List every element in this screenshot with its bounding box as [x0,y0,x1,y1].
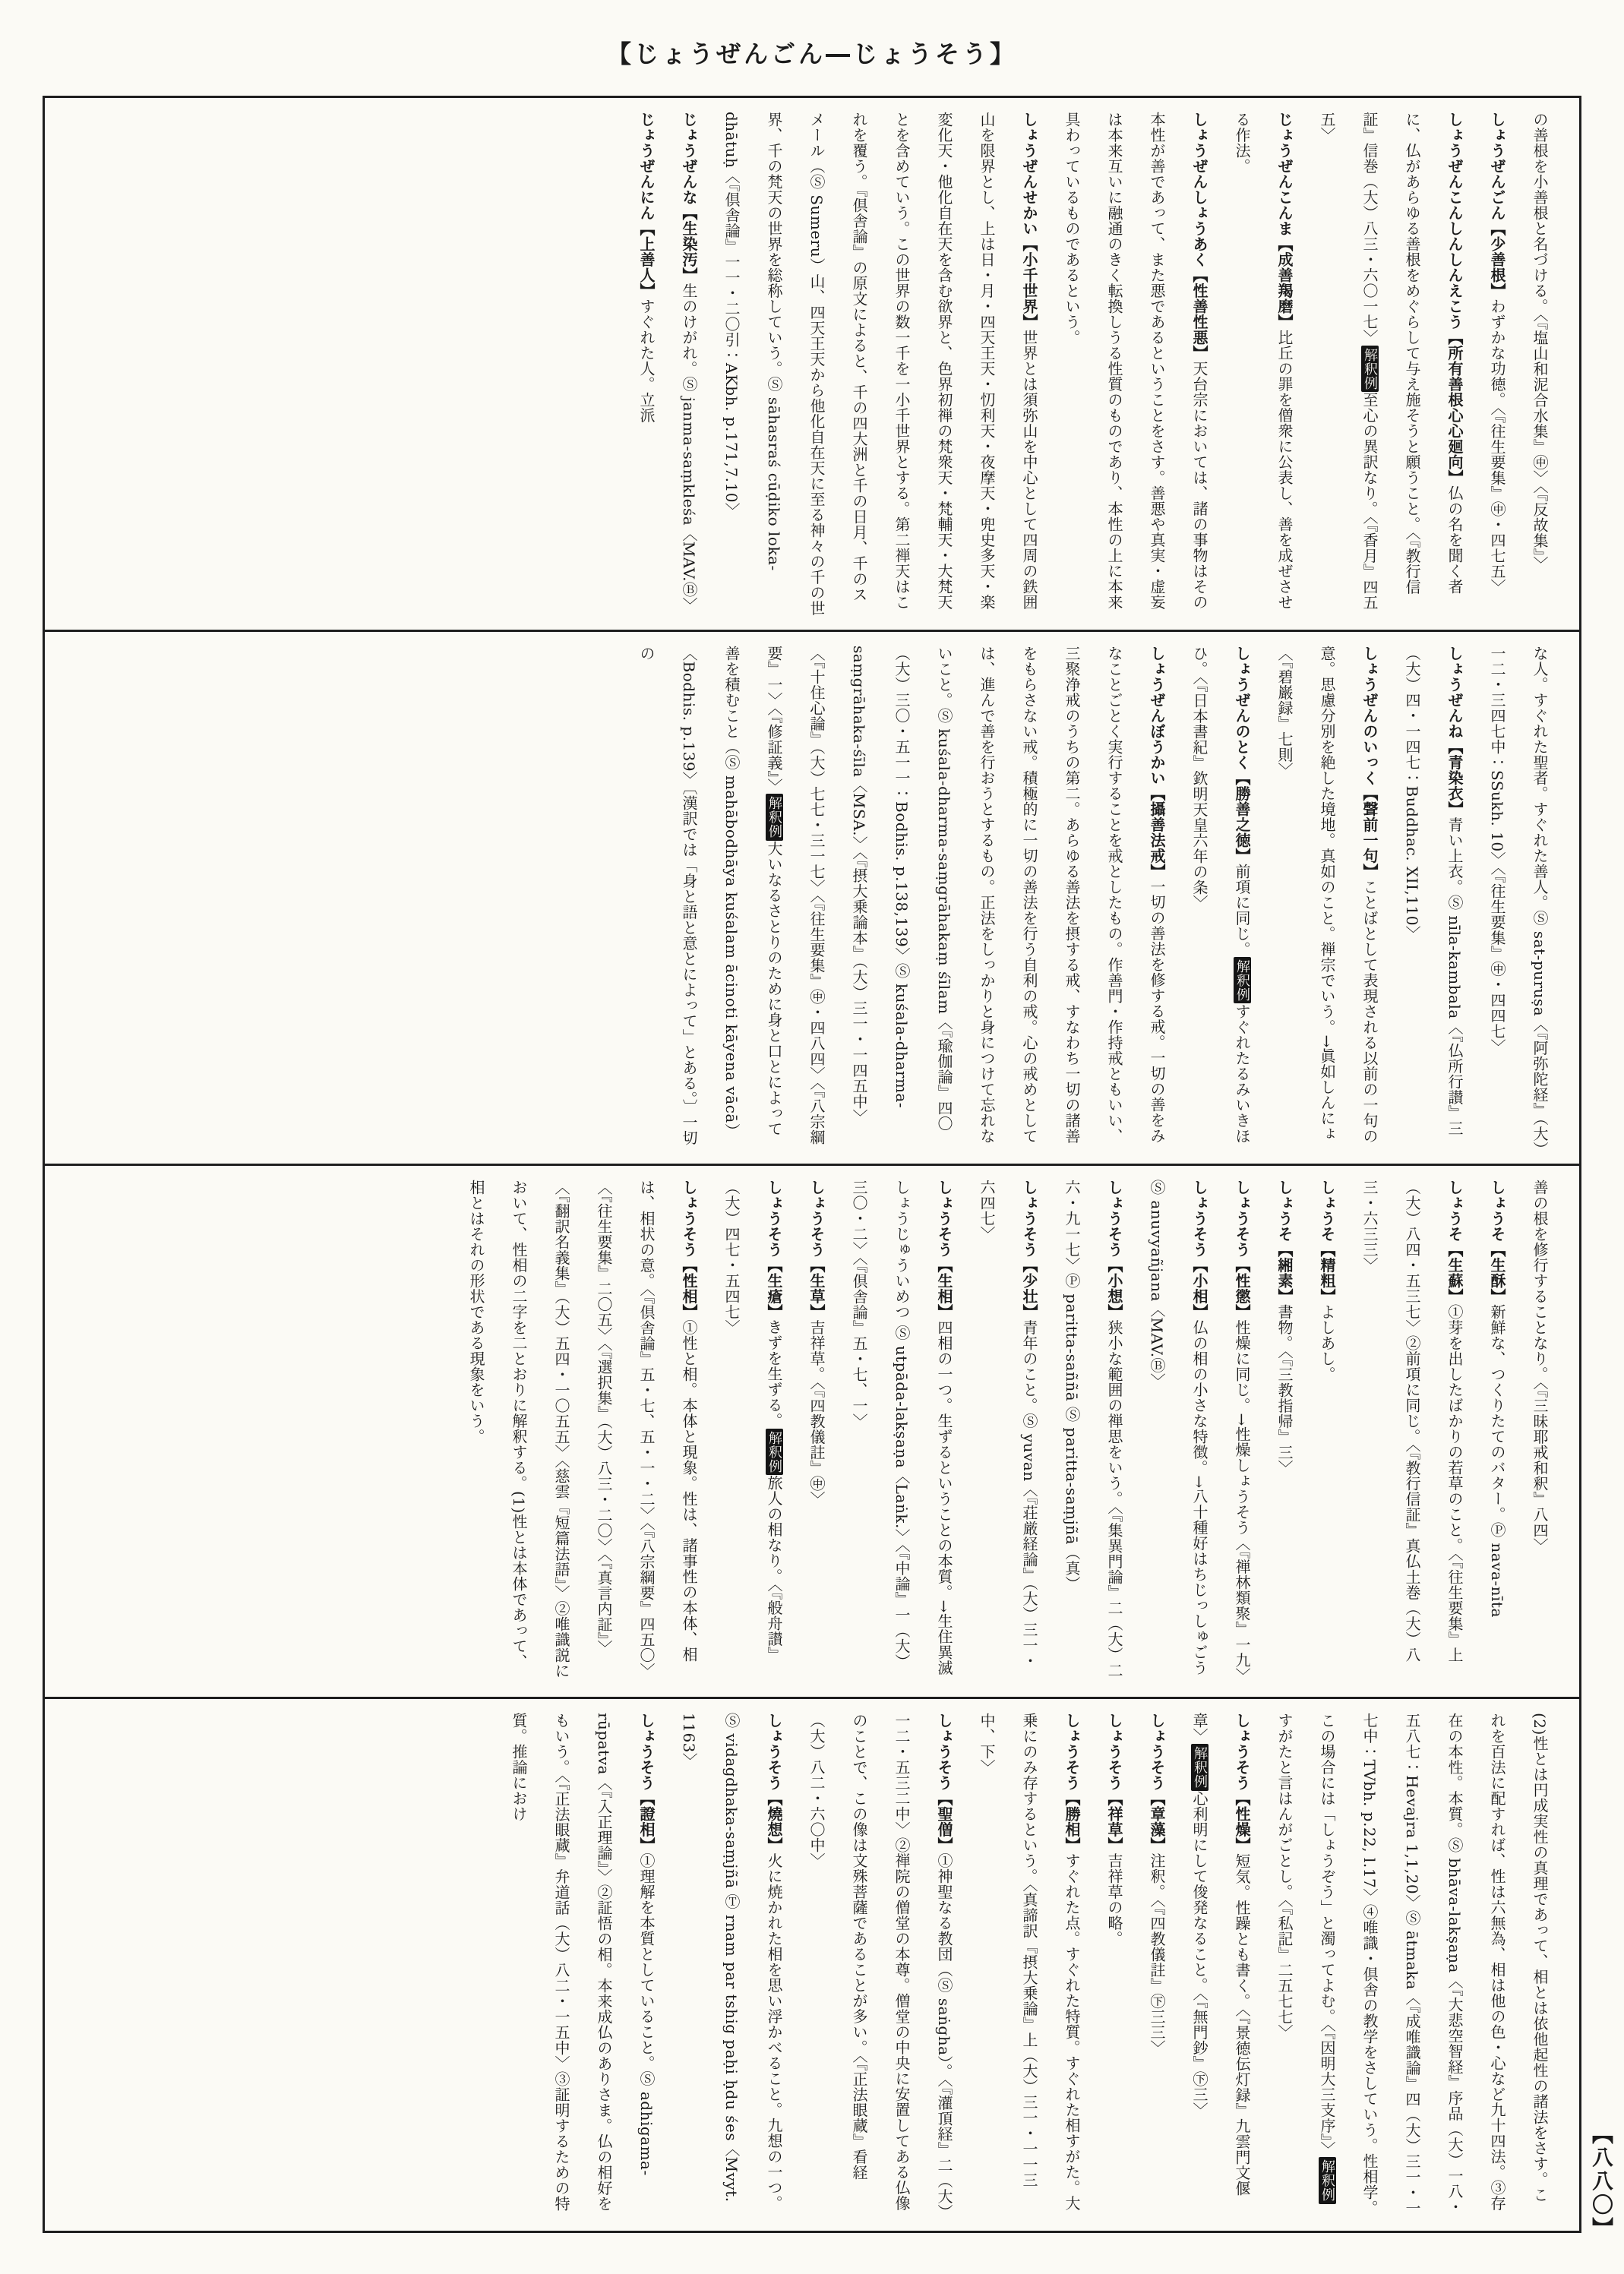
entry-body: ①理解を本質としていること。Ⓢ adhigama-rūpatva〈『入正理論』〉②証悟の相。本来成仏のありさま。仏の相好をもいう。〈『正法眼蔵』弁道話（大）八二・一五中〉③証明するための特質。推論におけ [510,1713,656,2212]
entry-headword: しょうそ [1318,1179,1336,1242]
entry-body: 吉祥草の略。 [1105,1852,1123,1947]
entry-body: 短気。性躁とも書く。〈『景徳伝灯録』九雲門文偃章〉解釈例心利明にして俊発なること。〈『無門鈔』㊦三〉 [1190,1713,1251,2197]
dictionary-entry [795,1180,838,1684]
entry-headword: じょうぜんこんま [1275,112,1294,236]
dictionary-entry [498,1713,668,2217]
entry-headword: しょうそう [807,1179,826,1257]
entry-term: 【生蘇】 [1445,1241,1464,1304]
entry-body: 新鮮な、つくりたてのバター。Ⓟ nava-nīta [1488,1303,1506,1618]
entry-term: 【證相】 [637,1790,656,1853]
entry-term: 【小千世界】 [1020,236,1038,330]
entry-headword: しょうぜんしょうあく [1190,112,1209,267]
entry-headword: しょうそう [1063,1713,1081,1791]
dictionary-entry [455,1180,710,1684]
entry-term: 【祥草】 [1105,1790,1123,1853]
entry-term: 【生草】 [807,1257,826,1319]
dictionary-entry [1093,1713,1136,2217]
entry-body: 青年のこと。Ⓢ yuvan〈『荘厳経論』（大）三一・六四七〉 [978,1179,1038,1669]
entry-headword: しょうそう [765,1713,783,1791]
entry-term: 【性善性悪】 [1190,267,1209,361]
entry-body: ことばとして表現される以前の一句の意。思慮分別を絶した境地。真如のこと。禅宗でいう。→眞如しんにょ〈『碧巌録』七則〉 [1275,645,1379,1144]
kaishakurei-marker: 解釈例 [1361,346,1379,393]
dictionary-entry [1221,112,1306,616]
dictionary-entry [1051,1180,1136,1684]
entry-body: すぐれた点。すぐれた特質。すぐれた相すがた。大乗にのみ存するという。〈真諦訳『摂大乗論』上（大）三一・一一三中、下〉 [978,1713,1081,2212]
entry-body: な人。すぐれた聖者。すぐれた善人。Ⓢ sat-puruṣa〈『阿弥陀経』（大）一二・三四七中：SSukh. 10〉〈『往生要集』㊥・四四七〉 [1488,645,1549,1149]
entry-headword: しょうそう [680,1179,698,1257]
band-1 [45,98,1579,630]
entry-term: 【成善羯磨】 [1275,236,1294,330]
entry-body: 狭小な範囲の禅思をいう。〈『集異門論』二（大）二六・九一七〉Ⓟ paritta-saññā Ⓢ paritta-saṃjñā（真） [1063,1179,1123,1678]
dictionary-entry [965,1713,1093,2217]
band-3 [45,1164,1579,1698]
kaishakurei-marker: 解釈例 [766,1429,783,1476]
running-head: 【じょうぜんごん―じょうそう】 [606,39,1017,68]
entry-headword: しょうそう [1190,1179,1209,1257]
kaishakurei-marker: 解釈例 [766,794,783,841]
entry-headword: しょうそう [637,1713,656,1791]
dictionary-entry [1136,1180,1221,1684]
entry-headword: しょうそう [1105,1713,1123,1791]
entry-headword: しょうぜんのいっく [1360,645,1379,786]
kaishakurei-marker: 解釈例 [1191,1744,1209,1791]
entry-headword: しょうそう [1105,1179,1123,1257]
dictionary-entry [668,112,710,616]
entry-headword: しょうぜんぼうかい [1148,645,1166,786]
dictionary-entry [710,1180,795,1684]
dictionary-entry [1348,1180,1476,1684]
entry-term: 【生酥】 [1488,1241,1506,1304]
entry-term: 【小相】 [1190,1257,1209,1319]
entry-body: 性燥に同じ。→性燥しょうそう〈『禅林類聚』一九〉 [1233,1319,1251,1683]
entry-term: 【上善人】 [637,220,656,298]
entry-term: 【勝善之徳】 [1233,769,1251,864]
entry-body: の善根を小善根と名づける。〈『塩山和泥合水集』㊥〉〈『反故集』〉 [1531,112,1549,572]
dictionary-entry [1178,646,1263,1150]
dictionary-entry [1263,1180,1306,1684]
dictionary-entry [1518,1180,1561,1684]
entry-body: 青い上衣。Ⓢ nīla-kambala〈『仏所行讃』三（大）四・一四七：Buddhac. XII,110〉 [1403,645,1464,1136]
entry-term: 【精粗】 [1318,1241,1336,1304]
dictionary-entry [710,112,1051,616]
band-4 [45,1697,1579,2231]
entry-body: 天台宗においては、諸の事物はその本性が善であって、また悪であるということをさす。善悪や真実・虚妄は本来互いに融通のきく転換しうる性質のものであり、本性の上に本来具わっているものであるという。 [1063,112,1209,610]
dictionary-entry [1391,646,1476,1150]
dictionary-entry [1518,112,1561,616]
entry-body: (2)性とは円成実性の真理であって、相とは依他起性の諸法をさす。これを百法に配すれば、性は六無為、相は他の色・心など九十四法。③存在の本性。本質。Ⓢ bhāva-lakṣaṇa〈『大悲空智経』序品（大）一八・五八七：Hevajra 1,1,20〉Ⓢ ātmaka〈『成唯識論』四（大）三一・一七中：TVbh. p.22, l.17〉④唯識・倶舎の教学をさしていう。性相学。この場合には「しょうぞう」と濁ってよむ。〈『因明大三支序』〉解釈例すがたと言はんがごとし。〈『私記』二五七七〉 [1275,1713,1549,2216]
dictionary-box [43,96,1581,2233]
dictionary-entry [795,1713,965,2217]
dictionary-entry [1263,646,1391,1150]
entry-body: わずかな功徳。〈『往生要集』㊥・四七五〉 [1488,298,1506,595]
entry-headword: しょうぜんせかい [1020,112,1038,236]
dictionary-entry [965,1180,1051,1684]
entry-body: 仏の相の小さな特徴。→八十種好はちじっしゅごう Ⓢ anuvyañjana〈MAV.Ⓑ〉 [1148,1179,1209,1675]
entry-body: 書物。〈『三教指帰』三〉 [1275,1303,1294,1476]
dictionary-entry [1051,112,1221,616]
dictionary-entry [1221,1180,1263,1684]
entry-body: 火に焼かれた相を思い浮かべること。九想の一つ。Ⓢ vidagdhaka-saṃjñā Ⓣ rnam par tshig paḥi ḥdu śes〈Mvyt. 1163〉 [680,1713,783,2212]
entry-headword: しょうそう [1233,1179,1251,1257]
kaishakurei-marker: 解釈例 [1234,957,1251,1004]
dictionary-entry [1263,1713,1561,2217]
kaishakurei-marker: 解釈例 [1319,2157,1336,2204]
dictionary-entry [1476,646,1561,1150]
entry-term: 【少善根】 [1488,220,1506,298]
entry-body: きずを生ずる。解釈例旅人の相なり。〈『般舟讃』（大）四七・五四七〉 [722,1179,783,1663]
entry-term: 【生瘡】 [765,1257,783,1319]
entry-body: ①性と相。本体と現象。性は、諸事性の本体、相は、相状の意。〈『倶舎論』五・七、五・一・二〉〈『八宗綱要』四五〇〉〈『往生要集』二〇五〉〈『選択集』（大）八三・二〇〉〈『真言内証』〉〈『翻訳名義集』（大）五四・一〇五五〉〈慈雲『短篇法語』〉②唯識説において、性相の二字を二とおりに解釈する。(1)性とは本体であって、相とはそれの形状である現象をいう。 [467,1179,698,1679]
entry-headword: しょうそ [1445,1179,1464,1242]
entry-headword: しょうぜんね [1445,645,1464,739]
entry-headword: しょうそう [1020,1179,1038,1257]
entry-term: 【所有善根心心廻向】 [1445,330,1464,485]
entry-term: 【生相】 [935,1257,953,1319]
entry-headword: しょうそ [1488,1179,1506,1242]
entry-term: 【生染汚】 [680,205,698,283]
entry-headword: じょうぜんにん [637,112,656,221]
entry-term: 【性懲】 [1233,1257,1251,1319]
entry-headword: しょうそう [1233,1713,1251,1791]
entry-body: 世界とは須弥山を中心として四周の鉄囲山を限界とし、上は日・月・四天王天・忉利天・夜摩天・兜史多天・楽変化天・他化自在天を含む欲界と、色界初禅の梵衆天・梵輔天・大梵天とを含めていう。この世界の数一千を一小千世界とする。第二禅天はこれを覆う。『倶舎論』の原文によると、千の四大洲と千の日月、千のスメール（Ⓢ Sumeru）山、四天王天から他化自在天に至る神々の千の世界、千の梵天の世界を総称していう。Ⓢ sāhasraś cūḍiko loka-dhātuḥ〈『倶舎論』一一・二〇引：AKbh. p.171,7.10〉 [722,112,1038,616]
dictionary-entry [1476,1180,1518,1684]
dictionary-entry [625,112,668,616]
entry-term: 【緗素】 [1275,1241,1294,1304]
entry-headword: しょうそう [935,1179,953,1257]
entry-body: 注釈。〈『四教儀註』㊦三三〉 [1148,1852,1166,2056]
entry-body: 仏の名を聞く者に、仏があらゆる善根をめぐらして与え施そうと願うこと。〈『教行信証』信巻（大）八三・六〇一七〉解釈例至心の異訳なり。〈『香月』四五五〉 [1318,112,1464,611]
entry-term: 【章藻】 [1148,1790,1166,1853]
entry-body: すぐれた人。立派 [637,298,656,423]
entry-headword: しょうぜんごん [1488,112,1506,221]
dictionary-entry [1178,1713,1263,2217]
entry-term: 【勝相】 [1063,1790,1081,1853]
entry-headword: しょうぜんこんしんしんえこう [1445,112,1464,330]
entry-term: 【聖僧】 [935,1790,953,1853]
entry-body: 善の根を修行することなり。〈『三昧耶戒和釈』八四〉 [1531,1179,1549,1553]
entry-body: 四相の一つ。生ずるということの本質。→生住異滅しょうじゅういめつ Ⓢ utpāda-lakṣaṇa〈Laṅk.〉〈『中論』一（大）三〇・二〉〈『倶舎論』五・七、一〉 [850,1179,953,1675]
entry-term: 【攝善法戒】 [1148,785,1166,880]
dictionary-entry [625,646,1178,1150]
entry-term: 【性相】 [680,1257,698,1319]
entry-term: 【少壮】 [1020,1257,1038,1319]
entry-body: 前項に同じ。解釈例すぐれたるみいきほひ。〈『日本書紀』欽明天皇六年の条〉 [1190,645,1251,1144]
entry-body: 生のけがれ。Ⓢ janma-saṃkleśa〈MAV.Ⓑ〉 [680,283,698,613]
entry-term: 【青染衣】 [1445,738,1464,817]
entry-term: 【性燥】 [1233,1790,1251,1853]
entry-headword: しょうぜんのとく [1233,645,1251,770]
entry-headword: しょうそ [1275,1179,1294,1242]
entry-term: 【燒想】 [765,1790,783,1853]
entry-body: よしあし。 [1318,1303,1336,1382]
band-2 [45,630,1579,1164]
entry-headword: しょうそう [935,1713,953,1791]
dictionary-entry [1476,112,1518,616]
entry-headword: じょうぜんな [680,112,698,205]
entry-headword: しょうそう [1148,1713,1166,1791]
dictionary-entry [1136,1713,1178,2217]
entry-body: 吉祥草。〈『四教儀註』㊥〉 [807,1319,826,1507]
dictionary-entry [1306,1180,1348,1684]
dictionary-entry [668,1713,795,2217]
entry-body: ①芽を出したばかりの若草のこと。〈『往生要集』上（大）八四・五三七〉②前項に同じ。〈『教行信証』真仏土巻（大）八三・六三三〉 [1360,1179,1464,1663]
dictionary-entry [838,1180,965,1684]
entry-body: 比丘の罪を僧衆に公表し、善を成ぜさせる作法。 [1233,112,1294,610]
entry-headword: しょうそう [765,1179,783,1257]
entry-body: ①神聖なる教団（Ⓢ saṅgha）。〈『灌頂経』二（大）一二・五三二中〉②禅院の僧堂の本尊。僧堂の中央に安置してある仏像のことで、この像は文殊菩薩であることが多い。〈『正法眼蔵』看経（大）八二・六〇中〉 [807,1713,953,2212]
dictionary-entry [1306,112,1476,616]
entry-body: 一切の善法を修する戒。一切の善をみなことごとく実行することを戒としたもの。作善門・作持戒ともいい、三聚浄戒のうちの第二。あらゆる善法を摂する戒、すなわち一切の諸善をもらさない戒。積極的に一切の善法を行う自利の戒。心の戒めとしては、進んで善を行おうとするもの。正法をしっかりと身につけて忘れないこと。Ⓢ kuśala-dharma-saṃgrāhakaṃ śīlam〈『瑜伽論』四〇（大）三〇・五一一：Bodhis. p.138,139〉Ⓢ kuśala-dharma-saṃgrāhaka-śīla〈MSA.〉〈『摂大乗論本』（大）三一・一四五中〉〈『十住心論』（大）七七・三一七〉〈『往生要集』㊥・四八四〉〈『八宗綱要』一〉〈『修証義』〉解釈例大いなるさとりのために身と口とによって善を積むこと（Ⓢ mahābodhāya kuśalam ācinoti kāyena vācā）〈Bodhis. p.139〉〔漢訳では「身と語と意とによって」とある。〕一切の [637,645,1166,1146]
entry-term: 【小想】 [1105,1257,1123,1319]
entry-term: 【聲前一句】 [1360,785,1379,880]
page-number: 【八八〇】 [1589,2123,1614,2241]
